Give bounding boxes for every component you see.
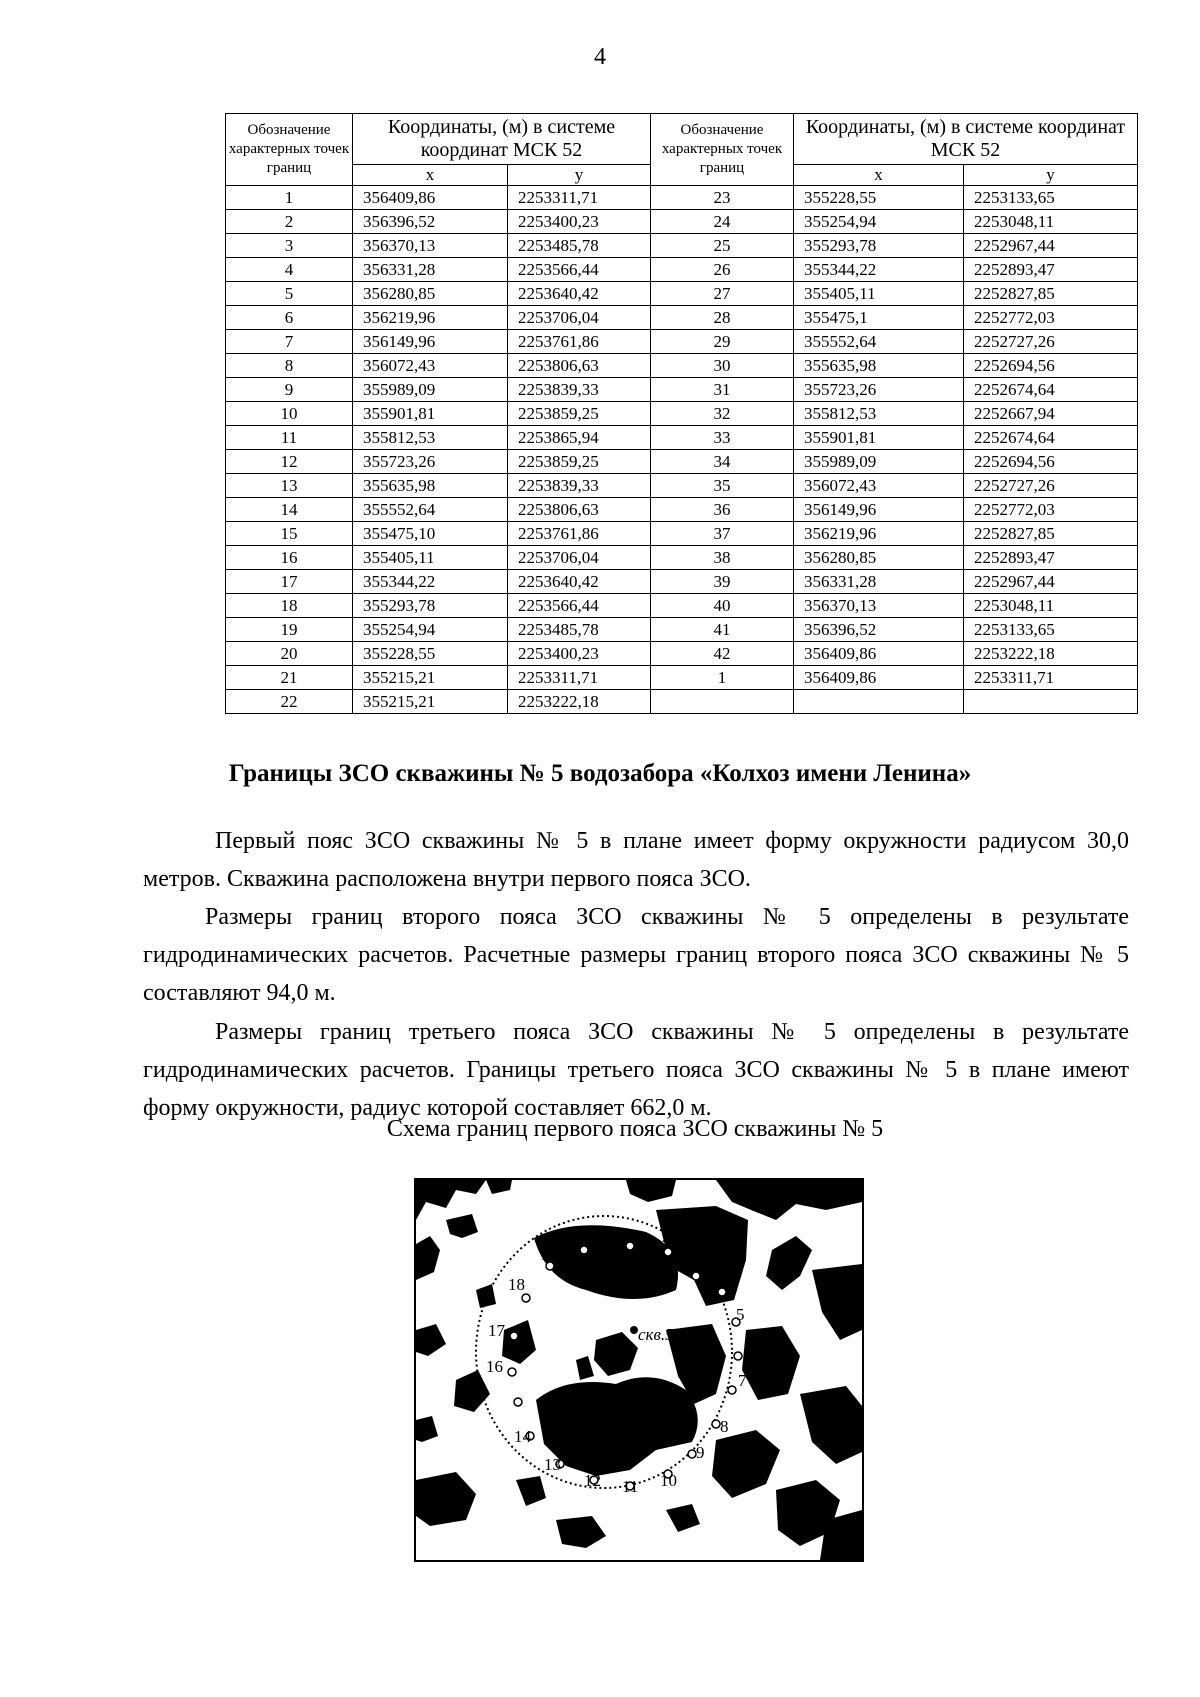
cell-point: 35 <box>651 474 794 498</box>
cell-y: 2252893,47 <box>964 258 1138 282</box>
cell-y: 2252967,44 <box>964 234 1138 258</box>
paragraph-third-belt <box>143 1013 1129 1127</box>
boundary-point-label: 8 <box>720 1417 729 1436</box>
header-y-left: y <box>508 165 651 186</box>
cell-point: 12 <box>226 450 353 474</box>
cell-y: 2253048,11 <box>964 594 1138 618</box>
cell-point: 38 <box>651 546 794 570</box>
boundary-point-label: 14 <box>514 1427 531 1446</box>
cell-y: 2252893,47 <box>964 546 1138 570</box>
header-coords-right: Координаты, (м) в системе координат МСК 52 <box>794 114 1138 165</box>
boundary-point-marker <box>510 1332 518 1340</box>
header-point-right: Обозначение характерных точек границ <box>651 114 794 186</box>
cell-y: 2252727,26 <box>964 330 1138 354</box>
well-label: скв.5 <box>638 1325 674 1344</box>
cell-y: 2252772,03 <box>964 498 1138 522</box>
cell-point: 28 <box>651 306 794 330</box>
cell-y: 2253311,71 <box>508 186 651 210</box>
cell-point: 29 <box>651 330 794 354</box>
cell-x: 355254,94 <box>353 618 508 642</box>
table-body <box>226 186 1138 714</box>
cell-x: 356370,13 <box>353 234 508 258</box>
paragraph-first-belt-text: Первый пояс ЗСО скважины № 5 в плане имеет форму окружности радиусом 30,0 метров. Скважина расположена внутри первого пояса ЗСО. <box>143 828 1129 892</box>
coordinates-table <box>225 113 1138 714</box>
boundary-point-marker <box>514 1398 522 1406</box>
cell-x: 356219,96 <box>794 522 964 546</box>
cell-x: 355254,94 <box>794 210 964 234</box>
cell-point: 7 <box>226 330 353 354</box>
cell-x: 355552,64 <box>794 330 964 354</box>
header-point-left: Обозначение характерных точек границ <box>226 114 353 186</box>
cell-x: 355723,26 <box>353 450 508 474</box>
cell-y: 2253133,65 <box>964 186 1138 210</box>
cell-y: 2253222,18 <box>964 642 1138 666</box>
cell-point: 18 <box>226 594 353 618</box>
cell-point: 2 <box>226 210 353 234</box>
cell-y: 2252827,85 <box>964 522 1138 546</box>
table-row <box>226 354 1138 378</box>
cell-y: 2253706,04 <box>508 306 651 330</box>
cell-point: 34 <box>651 450 794 474</box>
cell-x: 355228,55 <box>353 642 508 666</box>
cell-x: 355723,26 <box>794 378 964 402</box>
table-row <box>226 210 1138 234</box>
cell-y: 2253839,33 <box>508 474 651 498</box>
boundary-point-marker <box>664 1248 672 1256</box>
cell-x: 356280,85 <box>353 282 508 306</box>
cell-y: 2252694,56 <box>964 354 1138 378</box>
cell-point: 39 <box>651 570 794 594</box>
table-row <box>226 618 1138 642</box>
boundary-point-marker <box>688 1450 696 1458</box>
cell-point: 3 <box>226 234 353 258</box>
cell-point: 10 <box>226 402 353 426</box>
boundary-point-marker <box>692 1272 700 1280</box>
boundary-point-marker <box>580 1246 588 1254</box>
scheme-map-image <box>416 1180 862 1560</box>
table-row <box>226 690 1138 714</box>
cell-point: 17 <box>226 570 353 594</box>
cell-y: 2253400,23 <box>508 642 651 666</box>
cell-x: 355344,22 <box>353 570 508 594</box>
table-row <box>226 594 1138 618</box>
cell-y: 2252727,26 <box>964 474 1138 498</box>
paragraph-second-belt <box>143 898 1129 1012</box>
cell-point: 16 <box>226 546 353 570</box>
boundary-point-marker <box>508 1368 516 1376</box>
cell-y: 2253400,23 <box>508 210 651 234</box>
cell-y: 2252667,94 <box>964 402 1138 426</box>
table-row <box>226 642 1138 666</box>
cell-x: 355901,81 <box>794 426 964 450</box>
cell-x: 355989,09 <box>794 450 964 474</box>
boundary-point-label: 9 <box>696 1443 705 1462</box>
cell-point: 30 <box>651 354 794 378</box>
cell-point: 13 <box>226 474 353 498</box>
cell-x: 356149,96 <box>794 498 964 522</box>
cell-x: 355475,1 <box>794 306 964 330</box>
cell-x: 356072,43 <box>794 474 964 498</box>
well-marker <box>630 1326 638 1334</box>
boundary-point-label: 7 <box>738 1371 747 1390</box>
cell-point: 23 <box>651 186 794 210</box>
cell-point: 1 <box>651 666 794 690</box>
table-row <box>226 234 1138 258</box>
paragraph-third-belt-text: Размеры границ третьего пояса ЗСО скважины № 5 определены в результате гидродинамических расчетов. Границы третьего пояса ЗСО скважины № 5 в плане имеют форму окружности, радиус которой составляет 662,0 м. <box>143 1019 1129 1121</box>
cell-x: 356219,96 <box>353 306 508 330</box>
boundary-point-label: 12 <box>584 1471 601 1490</box>
boundary-point-marker <box>728 1386 736 1394</box>
cell-y: 2253859,25 <box>508 402 651 426</box>
cell-x <box>794 690 964 714</box>
cell-y <box>964 690 1138 714</box>
scheme-caption: Схема границ первого пояса ЗСО скважины № 5 <box>386 1116 884 1142</box>
boundary-point-label: 18 <box>508 1275 525 1294</box>
cell-x: 355901,81 <box>353 402 508 426</box>
cell-y: 2253761,86 <box>508 522 651 546</box>
cell-y: 2252674,64 <box>964 426 1138 450</box>
cell-x: 355293,78 <box>353 594 508 618</box>
cell-x: 355344,22 <box>794 258 964 282</box>
cell-x: 356072,43 <box>353 354 508 378</box>
boundary-point-label: 16 <box>486 1357 503 1376</box>
cell-y: 2253048,11 <box>964 210 1138 234</box>
header-coords-left: Координаты, (м) в системе координат МСК 52 <box>353 114 651 165</box>
cell-point: 8 <box>226 354 353 378</box>
cell-x: 355552,64 <box>353 498 508 522</box>
cell-x: 355293,78 <box>794 234 964 258</box>
cell-point: 25 <box>651 234 794 258</box>
cell-x: 356409,86 <box>794 666 964 690</box>
cell-point: 9 <box>226 378 353 402</box>
cell-x: 355635,98 <box>353 474 508 498</box>
table-row <box>226 402 1138 426</box>
header-x-left: x <box>353 165 508 186</box>
cell-x: 356280,85 <box>794 546 964 570</box>
table-row <box>226 498 1138 522</box>
scheme-map <box>414 1178 864 1562</box>
cell-point: 32 <box>651 402 794 426</box>
cell-y: 2253311,71 <box>964 666 1138 690</box>
cell-point: 40 <box>651 594 794 618</box>
boundary-point-label: 15 <box>496 1393 513 1412</box>
cell-x: 355215,21 <box>353 666 508 690</box>
boundary-point-label: 17 <box>488 1321 505 1340</box>
cell-point: 22 <box>226 690 353 714</box>
cell-x: 356331,28 <box>794 570 964 594</box>
cell-x: 355812,53 <box>794 402 964 426</box>
cell-point: 21 <box>226 666 353 690</box>
cell-y: 2252967,44 <box>964 570 1138 594</box>
cell-y: 2253839,33 <box>508 378 651 402</box>
boundary-point-label: 4 <box>720 1275 729 1294</box>
map-background <box>416 1180 862 1560</box>
table-row <box>226 666 1138 690</box>
cell-y: 2252827,85 <box>964 282 1138 306</box>
cell-x: 356149,96 <box>353 330 508 354</box>
cell-x: 355989,09 <box>353 378 508 402</box>
cell-y: 2253640,42 <box>508 282 651 306</box>
table-row <box>226 474 1138 498</box>
cell-x: 356331,28 <box>353 258 508 282</box>
table-row <box>226 426 1138 450</box>
boundary-point-marker <box>734 1352 742 1360</box>
boundary-point-label: 20 <box>576 1227 593 1246</box>
cell-y: 2253485,78 <box>508 618 651 642</box>
table-row <box>226 330 1138 354</box>
cell-y: 2253640,42 <box>508 570 651 594</box>
cell-point: 5 <box>226 282 353 306</box>
cell-x: 355228,55 <box>794 186 964 210</box>
cell-x: 355405,11 <box>794 282 964 306</box>
boundary-point-label: 5 <box>736 1305 745 1324</box>
cell-point: 24 <box>651 210 794 234</box>
header-x-right: x <box>794 165 964 186</box>
cell-point: 41 <box>651 618 794 642</box>
cell-y: 2253761,86 <box>508 330 651 354</box>
paragraph-first-belt <box>143 822 1129 898</box>
cell-y: 2252674,64 <box>964 378 1138 402</box>
cell-point: 42 <box>651 642 794 666</box>
cell-y: 2253222,18 <box>508 690 651 714</box>
boundary-point-label: 2 <box>662 1227 671 1246</box>
cell-y: 2253311,71 <box>508 666 651 690</box>
cell-point: 6 <box>226 306 353 330</box>
page-number: 4 <box>594 44 606 70</box>
cell-point: 1 <box>226 186 353 210</box>
table-row <box>226 570 1138 594</box>
cell-x: 355405,11 <box>353 546 508 570</box>
table-row <box>226 282 1138 306</box>
cell-y: 2253806,63 <box>508 354 651 378</box>
cell-y: 2253133,65 <box>964 618 1138 642</box>
table-row <box>226 522 1138 546</box>
cell-x: 356396,52 <box>794 618 964 642</box>
cell-y: 2252694,56 <box>964 450 1138 474</box>
cell-point: 11 <box>226 426 353 450</box>
cell-point: 36 <box>651 498 794 522</box>
cell-point: 33 <box>651 426 794 450</box>
cell-point: 31 <box>651 378 794 402</box>
cell-point: 26 <box>651 258 794 282</box>
cell-y: 2253566,44 <box>508 594 651 618</box>
boundary-point-marker <box>712 1420 720 1428</box>
table-row <box>226 306 1138 330</box>
cell-point: 4 <box>226 258 353 282</box>
boundary-point-label: 3 <box>700 1259 709 1278</box>
cell-x: 355215,21 <box>353 690 508 714</box>
cell-x: 356370,13 <box>794 594 964 618</box>
cell-x: 356409,86 <box>353 186 508 210</box>
cell-y: 2253485,78 <box>508 234 651 258</box>
boundary-point-marker <box>522 1294 530 1302</box>
cell-point: 15 <box>226 522 353 546</box>
cell-y: 2252772,03 <box>964 306 1138 330</box>
cell-point: 14 <box>226 498 353 522</box>
cell-point: 19 <box>226 618 353 642</box>
cell-point <box>651 690 794 714</box>
cell-y: 2253859,25 <box>508 450 651 474</box>
header-y-right: y <box>964 165 1138 186</box>
table-row <box>226 186 1138 210</box>
cell-y: 2253865,94 <box>508 426 651 450</box>
cell-point: 27 <box>651 282 794 306</box>
section-title: Границы ЗСО скважины № 5 водозабора «Колхоз имени Ленина» <box>228 760 972 787</box>
cell-y: 2253706,04 <box>508 546 651 570</box>
cell-y: 2253806,63 <box>508 498 651 522</box>
cell-point: 20 <box>226 642 353 666</box>
cell-x: 355475,10 <box>353 522 508 546</box>
boundary-point-label: 6 <box>744 1349 753 1368</box>
cell-point: 37 <box>651 522 794 546</box>
table-row <box>226 258 1138 282</box>
table-row <box>226 378 1138 402</box>
cell-x: 356409,86 <box>794 642 964 666</box>
boundary-point-label: 11 <box>622 1477 639 1496</box>
cell-y: 2253566,44 <box>508 258 651 282</box>
boundary-point-label: 10 <box>660 1471 677 1490</box>
boundary-point-label: 13 <box>544 1455 561 1474</box>
cell-x: 355635,98 <box>794 354 964 378</box>
boundary-point-label: 1 <box>620 1225 629 1244</box>
table-row <box>226 450 1138 474</box>
boundary-point-label: 19 <box>540 1245 557 1264</box>
cell-x: 356396,52 <box>353 210 508 234</box>
paragraph-second-belt-text: Размеры границ второго пояса ЗСО скважины № 5 определены в результате гидродинамических расчетов. Расчетные размеры границ второго пояса ЗСО скважины № 5 составляют 94,0 м. <box>143 904 1129 1006</box>
cell-x: 355812,53 <box>353 426 508 450</box>
table-row <box>226 546 1138 570</box>
